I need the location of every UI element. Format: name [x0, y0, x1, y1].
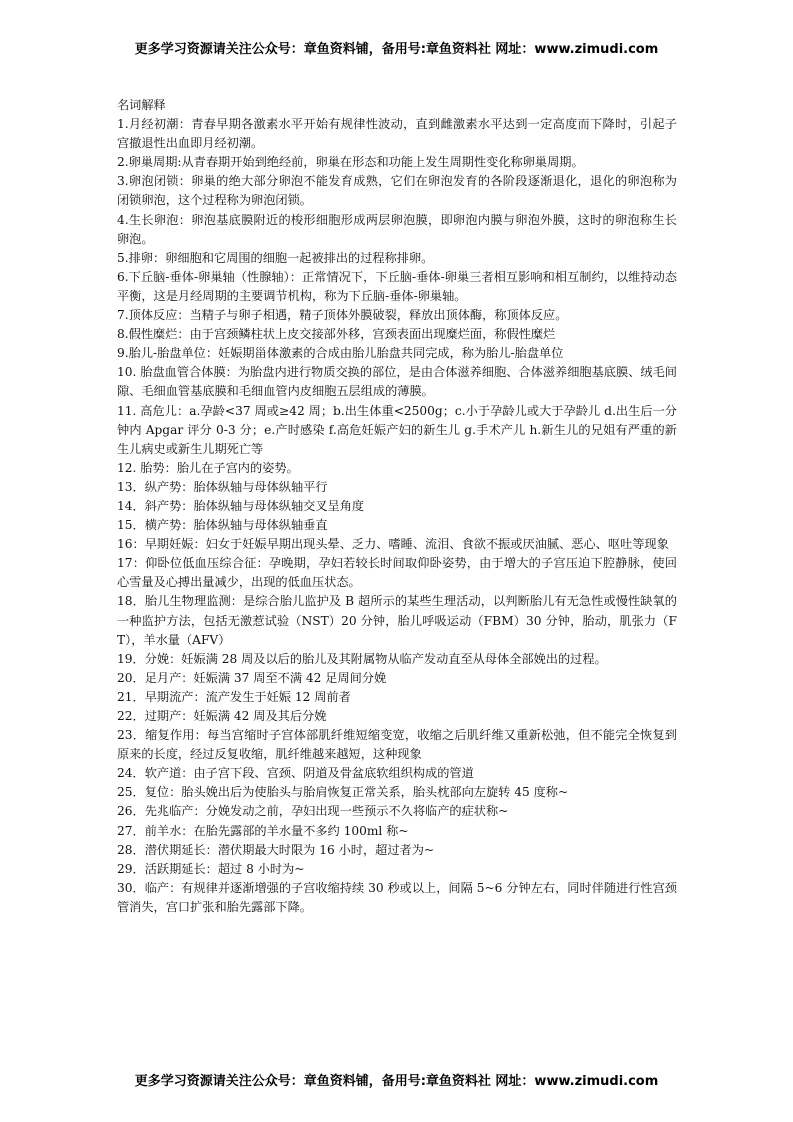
definition-entry: 24．软产道：由子宫下段、宫颈、阴道及骨盆底软组织构成的管道: [117, 766, 474, 781]
definition-entry: 11. 高危儿：a.孕龄<37 周或≥42 周；b.出生体重<2500g；c.小于孕龄儿或大于孕龄儿 d.出生后一分钟内 Apgar 评分 0-3 分；e.产时感染 f.高危妊娠产妇的新生儿 g.手术产儿 h.新生儿的兄姐有严重的新生儿病史或新生儿期死亡等: [117, 403, 677, 456]
definition-entry: 27．前羊水：在胎先露部的羊水量不多约 100ml 称~: [117, 823, 409, 838]
definition-entry: 14．斜产势：胎体纵轴与母体纵轴交叉呈角度: [117, 498, 365, 513]
definition-entry: 23．缩复作用：每当宫缩时子宫体部肌纤维短缩变宽，收缩之后肌纤维又重新松弛，但不能完全恢复到原来的长度，经过反复收缩，肌纤维越来越短，这种现象: [117, 728, 677, 762]
definition-entry: 15．横产势：胎体纵轴与母体纵轴垂直: [117, 518, 328, 533]
definition-entry: 26．先兆临产：分娩发动之前，孕妇出现一些预示不久将临产的症状称~: [117, 804, 509, 819]
definition-entry: 5.排卵：卵细胞和它周围的细胞一起被排出的过程称排卵。: [117, 250, 434, 265]
definition-entry: 6.下丘脑-垂体-卵巢轴（性腺轴）：正常情况下，下丘脑-垂体-卵巢三者相互影响和相互制约，以维持动态平衡，这是月经周期的主要调节机构，称为下丘脑-垂体-卵巢轴。: [117, 269, 677, 303]
definition-entry: 1.月经初潮：青春早期各激素水平开始有规律性波动，直到雌激素水平达到一定高度而下降时，引起子宫撤退性出血即月经初潮。: [117, 117, 677, 151]
definition-entry: 2.卵巢周期:从青春期开始到绝经前，卵巢在形态和功能上发生周期性变化称卵巢周期。: [117, 155, 584, 170]
definition-entry: 8.假性糜烂：由于宫颈鳞柱状上皮交接部外移，宫颈表面出现糜烂面，称假性糜烂: [117, 327, 556, 342]
definition-entry: 18．胎儿生物理监测：是综合胎儿监护及 B 超所示的某些生理活动，以判断胎儿有无急性或慢性缺氧的一种监护方法，包括无激惹试验（NST）20 分钟，胎儿呼吸运动（FBM）30 分钟，胎动，肌张力（FT），羊水量（AFV）: [117, 594, 677, 647]
definition-entry: 28．潜伏期延长：潜伏期最大时限为 16 小时，超过者为~: [117, 842, 435, 857]
page-footer-banner: 更多学习资源请关注公众号：章鱼资料铺，备用号:章鱼资料社 网址：www.zimudi.com: [134, 1074, 659, 1089]
definition-entry: 29．活跃期延长：超过 8 小时为~: [117, 861, 305, 876]
definition-entry: 17：仰卧位低血压综合征：孕晚期，孕妇若较长时间取仰卧姿势，由于增大的子宫压迫下腔静脉，使回心雪量及心搏出量减少，出现的低血压状态。: [117, 556, 677, 590]
definition-entry: 4.生长卵泡：卵泡基底膜附近的梭形细胞形成两层卵泡膜，即卵泡内膜与卵泡外膜，这时的卵泡称生长卵泡。: [117, 212, 677, 246]
definition-entry: 12. 胎势：胎儿在子宫内的姿势。: [117, 460, 299, 475]
definition-entry: 13．纵产势：胎体纵轴与母体纵轴平行: [117, 479, 328, 494]
definition-entry: 9.胎儿-胎盘单位：妊娠期甾体激素的合成由胎儿胎盘共同完成，称为胎儿-胎盘单位: [117, 346, 564, 361]
definition-entry: 16：早期妊娠：妇女于妊娠早期出现头晕、乏力、嗜睡、流泪、食欲不振或厌油腻、恶心、呕吐等现象: [117, 537, 669, 552]
definition-entry: 3.卵泡闭锁：卵巢的绝大部分卵泡不能发育成熟，它们在卵泡发育的各阶段逐渐退化，退化的卵泡称为闭锁卵泡，这个过程称为卵泡闭锁。: [117, 174, 677, 208]
definition-list: [117, 115, 677, 917]
definition-entry: 21．早期流产：流产发生于妊娠 12 周前者: [117, 689, 351, 704]
definition-entry: 7.顶体反应：当精子与卵子相遇，精子顶体外膜破裂，释放出顶体酶，称顶体反应。: [117, 308, 568, 323]
section-title: 名词解释: [117, 98, 166, 112]
definition-entry: 19．分娩：妊娠满 28 周及以后的胎儿及其附属物从临产发动直至从母体全部娩出的过程。: [117, 651, 607, 666]
definition-entry: 10. 胎盘血管合体膜：为胎盘内进行物质交换的部位，是由合体滋养细胞、合体滋养细胞基底膜、绒毛间隙、毛细血管基底膜和毛细血管内皮细胞五层组成的薄膜。: [117, 365, 677, 399]
page-header-banner: 更多学习资源请关注公众号：章鱼资料铺，备用号:章鱼资料社 网址：www.zimudi.com: [134, 42, 659, 57]
definition-entry: 20．足月产：妊娠满 37 周至不满 42 足周间分娩: [117, 670, 387, 685]
definition-entry: 22．过期产：妊娠满 42 周及其后分娩: [117, 709, 327, 723]
definition-entry: 25．复位：胎头娩出后为使胎头与胎肩恢复正常关系，胎头枕部向左旋转 45 度称~: [117, 785, 569, 800]
document-body: [117, 96, 677, 917]
definition-entry: 30．临产：有规律并逐渐增强的子宫收缩持续 30 秒或以上，间隔 5~6 分钟左右，同时伴随进行性宫颈管消失，宫口扩张和胎先露部下降。: [117, 880, 677, 914]
